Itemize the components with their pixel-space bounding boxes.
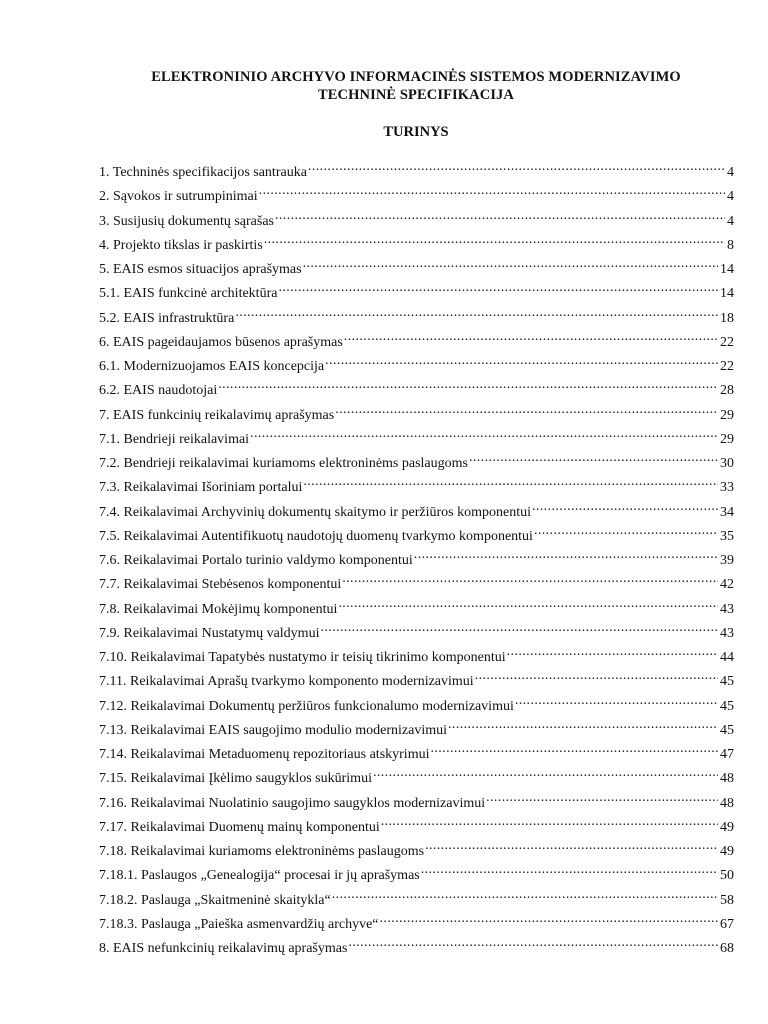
- toc-entry[interactable]: [99, 231, 734, 255]
- toc-entry[interactable]: [99, 473, 734, 497]
- toc-entry-page-number: 34: [720, 504, 734, 520]
- toc-entry[interactable]: [99, 546, 734, 570]
- toc-entry[interactable]: [99, 619, 734, 643]
- toc-dot-leader: [448, 716, 718, 734]
- toc-entry-page-number: 28: [720, 383, 734, 399]
- toc-dot-leader: [507, 643, 718, 661]
- toc-entry-page-number: 49: [720, 819, 734, 835]
- toc-dot-leader: [332, 886, 718, 904]
- toc-entry-page-number: 14: [720, 262, 734, 277]
- toc-entry[interactable]: [99, 449, 734, 473]
- toc-entry-page-number: 68: [720, 941, 734, 956]
- toc-dot-leader: [218, 376, 718, 394]
- toc-entry-page-number: 44: [720, 650, 734, 665]
- toc-entry-label: 7.17. Reikalavimai Duomenų mainų komponentui: [99, 819, 380, 835]
- toc-dot-leader: [486, 789, 718, 807]
- toc-entry[interactable]: [99, 789, 734, 813]
- toc-entry-label: 7.18.3. Paslauga „Paieška asmenvardžių archyve“: [99, 916, 379, 932]
- toc-dot-leader: [469, 449, 718, 467]
- toc-entry-label: 7.18.2. Paslauga „Skaitmeninė skaitykla“: [99, 892, 331, 908]
- toc-entry-label: 7.15. Reikalavimai Įkėlimo saugyklos sukūrimui: [99, 771, 372, 787]
- toc-entry-page-number: 48: [720, 795, 734, 811]
- document-title-line-2: TECHNINĖ SPECIFIKACIJA: [318, 87, 514, 103]
- toc-entry-label: 5.2. EAIS infrastruktūra: [99, 310, 235, 326]
- toc-entry[interactable]: [99, 643, 734, 667]
- toc-dot-leader: [278, 279, 718, 297]
- toc-entry-label: 7.12. Reikalavimai Dokumentų peržiūros funkcionalumo modernizavimui: [99, 698, 514, 714]
- document-title-line-1: ELEKTRONINIO ARCHYVO INFORMACINĖS SISTEMOS MODERNIZAVIMO: [151, 69, 681, 85]
- toc-entry[interactable]: [99, 910, 734, 934]
- toc-dot-leader: [275, 207, 725, 225]
- toc-entry-label: 1. Techninės specifikacijos santrauka: [99, 165, 307, 180]
- toc-entry-label: 7.3. Reikalavimai Išoriniam portalui: [99, 480, 303, 496]
- toc-entry[interactable]: [99, 498, 734, 522]
- toc-entry-page-number: 18: [720, 310, 734, 326]
- toc-entry[interactable]: [99, 328, 734, 352]
- toc-entry[interactable]: [99, 522, 734, 546]
- toc-entry-label: 6.1. Modernizuojamos EAIS koncepcija: [99, 359, 325, 374]
- toc-dot-leader: [425, 837, 718, 855]
- toc-entry-page-number: 29: [720, 407, 734, 423]
- toc-entry-page-number: 48: [720, 771, 734, 787]
- toc-entry[interactable]: [99, 207, 734, 231]
- toc-entry-page-number: 4: [727, 213, 734, 229]
- toc-entry-label: 6. EAIS pageidaujamos būsenos aprašymas: [99, 334, 343, 350]
- toc-dot-leader: [348, 934, 718, 952]
- toc-entry-label: 7.9. Reikalavimai Nustatymų valdymui: [99, 625, 320, 641]
- toc-entry-page-number: 33: [720, 480, 734, 496]
- toc-dot-leader: [414, 546, 718, 564]
- toc-dot-leader: [532, 498, 718, 516]
- toc-entry-label: 7.1. Bendrieji reikalavimai: [99, 431, 250, 447]
- toc-entry[interactable]: [99, 255, 734, 279]
- toc-entry[interactable]: [99, 861, 734, 885]
- toc-dot-leader: [303, 255, 718, 273]
- toc-entry[interactable]: [99, 692, 734, 716]
- toc-entry-page-number: 4: [727, 189, 734, 205]
- toc-dot-leader: [373, 764, 718, 782]
- toc-entry-page-number: 8: [727, 237, 734, 253]
- toc-entry[interactable]: [99, 401, 734, 425]
- toc-entry[interactable]: [99, 425, 734, 449]
- toc-entry-label: 2. Sąvokos ir sutrumpinimai: [99, 189, 258, 205]
- toc-entry-label: 7.18. Reikalavimai kuriamoms elektroninėms paslaugoms: [99, 844, 425, 859]
- toc-dot-leader: [264, 231, 725, 249]
- toc-entry-page-number: 4: [727, 165, 734, 180]
- toc-dot-leader: [430, 740, 718, 758]
- toc-entry[interactable]: [99, 279, 734, 303]
- toc-entry-label: 6.2. EAIS naudotojai: [99, 383, 218, 399]
- toc-entry-page-number: 39: [720, 553, 734, 568]
- toc-entry-page-number: 35: [720, 528, 734, 544]
- toc-entry-page-number: 67: [720, 916, 734, 932]
- toc-entry-label: 4. Projekto tikslas ir paskirtis: [99, 237, 263, 253]
- toc-entry[interactable]: [99, 595, 734, 619]
- document-title: [0, 68, 768, 104]
- toc-entry-page-number: 30: [720, 456, 734, 471]
- toc-entry-label: 7.5. Reikalavimai Autentifikuotų naudotojų duomenų tvarkymo komponentui: [99, 528, 533, 544]
- toc-dot-leader: [421, 861, 718, 879]
- toc-entry[interactable]: [99, 716, 734, 740]
- toc-entry-page-number: 49: [720, 844, 734, 859]
- toc-entry-page-number: 45: [720, 698, 734, 714]
- toc-entry-label: 5. EAIS esmos situacijos aprašymas: [99, 262, 302, 277]
- toc-entry-page-number: 22: [720, 359, 734, 374]
- toc-entry-page-number: 14: [720, 286, 734, 302]
- toc-entry[interactable]: [99, 667, 734, 691]
- toc-dot-leader: [380, 910, 718, 928]
- toc-dot-leader: [381, 813, 718, 831]
- toc-entry-label: 7.6. Reikalavimai Portalo turinio valdymo komponentui: [99, 553, 413, 568]
- table-of-contents: [99, 158, 734, 958]
- toc-entry[interactable]: [99, 934, 734, 958]
- toc-entry[interactable]: [99, 813, 734, 837]
- toc-entry-label: 7. EAIS funkcinių reikalavimų aprašymas: [99, 407, 335, 423]
- toc-entry-label: 7.11. Reikalavimai Aprašų tvarkymo komponento modernizavimui: [99, 674, 474, 690]
- toc-entry-label: 7.4. Reikalavimai Archyvinių dokumentų skaitymo ir peržiūros komponentui: [99, 504, 531, 520]
- toc-dot-leader: [320, 619, 718, 637]
- toc-entry-label: 5.1. EAIS funkcinė architektūra: [99, 286, 278, 302]
- toc-entry-label: 3. Susijusių dokumentų sąrašas: [99, 213, 274, 229]
- toc-entry-page-number: 43: [720, 601, 734, 617]
- toc-entry-label: 7.8. Reikalavimai Mokėjimų komponentui: [99, 601, 338, 617]
- toc-dot-leader: [342, 570, 718, 588]
- toc-entry-page-number: 47: [720, 747, 734, 762]
- toc-entry[interactable]: [99, 740, 734, 764]
- toc-dot-leader: [250, 425, 718, 443]
- toc-entry[interactable]: [99, 886, 734, 910]
- toc-dot-leader: [344, 328, 718, 346]
- toc-entry-label: 7.10. Reikalavimai Tapatybės nustatymo ir teisių tikrinimo komponentui: [99, 650, 506, 665]
- toc-entry-label: 7.16. Reikalavimai Nuolatinio saugojimo saugyklos modernizavimui: [99, 795, 486, 811]
- toc-entry-page-number: 45: [720, 722, 734, 738]
- toc-entry-label: 7.7. Reikalavimai Stebėsenos komponentui: [99, 577, 342, 593]
- toc-entry-label: 7.18.1. Paslaugos „Genealogija“ procesai ir jų aprašymas: [99, 868, 420, 884]
- toc-entry[interactable]: [99, 376, 734, 400]
- toc-entry[interactable]: [99, 570, 734, 594]
- toc-entry-label: 7.13. Reikalavimai EAIS saugojimo modulio modernizavimui: [99, 722, 448, 738]
- toc-dot-leader: [235, 304, 718, 322]
- toc-dot-leader: [325, 352, 718, 370]
- toc-entry-label: 7.2. Bendrieji reikalavimai kuriamoms elektroninėms paslaugoms: [99, 456, 468, 471]
- toc-entry[interactable]: [99, 352, 734, 376]
- toc-entry[interactable]: [99, 837, 734, 861]
- toc-entry-page-number: 58: [720, 892, 734, 908]
- toc-entry-page-number: 50: [720, 868, 734, 884]
- toc-entry-label: 8. EAIS nefunkcinių reikalavimų aprašymas: [99, 941, 348, 956]
- toc-dot-leader: [335, 401, 718, 419]
- toc-entry[interactable]: [99, 158, 734, 182]
- toc-dot-leader: [515, 692, 718, 710]
- toc-heading: TURINYS: [383, 124, 449, 140]
- toc-dot-leader: [475, 667, 718, 685]
- toc-entry-label: 7.14. Reikalavimai Metaduomenų repozitoriaus atskyrimui: [99, 747, 430, 762]
- toc-entry-page-number: 29: [720, 431, 734, 447]
- toc-dot-leader: [338, 595, 718, 613]
- toc-entry-page-number: 45: [720, 674, 734, 690]
- toc-entry[interactable]: [99, 304, 734, 328]
- toc-entry-page-number: 22: [720, 334, 734, 350]
- toc-entry[interactable]: [99, 182, 734, 206]
- toc-dot-leader: [308, 158, 725, 176]
- toc-dot-leader: [303, 473, 718, 491]
- toc-dot-leader: [534, 522, 718, 540]
- toc-entry[interactable]: [99, 764, 734, 788]
- toc-entry-page-number: 43: [720, 625, 734, 641]
- toc-entry-page-number: 42: [720, 577, 734, 593]
- toc-dot-leader: [259, 182, 725, 200]
